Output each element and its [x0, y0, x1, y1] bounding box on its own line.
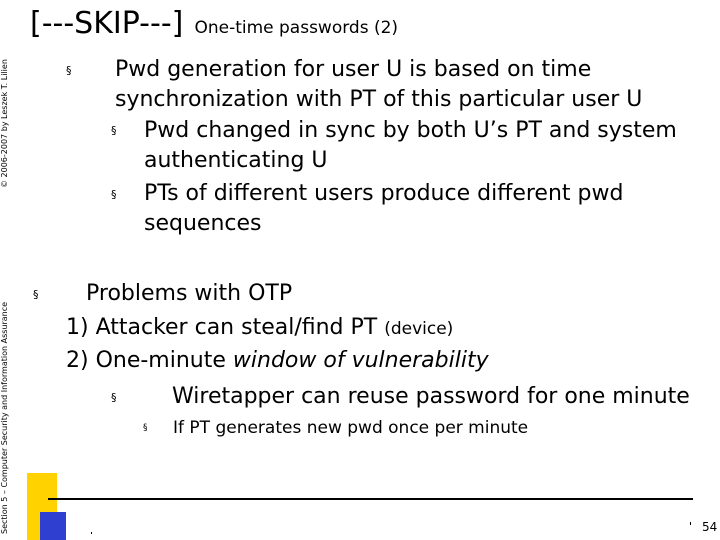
block2-item1-text: 1) Attacker can steal/find PT [66, 315, 378, 340]
block1-sub1-line1: Pwd changed in sync by both U’s PT and system [144, 118, 677, 143]
footer-tick [690, 522, 691, 525]
footer-tick [91, 532, 92, 534]
bullet-glyph: § [111, 124, 117, 137]
title-main: [---SKIP---] [30, 6, 184, 41]
block2-item2-text: 2) One-minute [66, 348, 226, 373]
bullet-glyph: § [111, 188, 117, 201]
block1-line2: synchronization with PT of this particular user U [115, 87, 643, 112]
title-sub: One-time passwords (2) [194, 18, 399, 38]
block2-sub1: Wiretapper can reuse password for one minute [172, 384, 690, 409]
bullet-glyph: § [143, 423, 148, 433]
page-number: 54 [702, 520, 718, 534]
block1-line1: Pwd generation for user U is based on time [115, 57, 592, 82]
block1-sub1-line2: authenticating U [144, 148, 328, 173]
block2-item2-emph: window of vulnerability [232, 348, 489, 373]
block2-item1-note: (device) [384, 319, 454, 339]
block2-sub2: If PT generates new pwd once per minute [173, 418, 529, 438]
corner-blue-block [40, 512, 66, 540]
block2-heading: Problems with OTP [86, 281, 293, 306]
footer-rule [48, 498, 693, 500]
copyright-caption: © 2006-2007 by Leszek T. Lilien [0, 59, 9, 188]
bullet-glyph: § [33, 288, 39, 301]
slide-title [30, 6, 398, 41]
block2-item2 [66, 348, 489, 373]
bullet-glyph: § [111, 391, 117, 404]
block2-item1 [66, 315, 453, 340]
section-caption: Section 5 – Computer Security and Information Assurance [0, 301, 9, 534]
block1-sub2-line1: PTs of different users produce different pwd [144, 181, 624, 206]
bullet-glyph: § [66, 64, 72, 77]
block1-sub2-line2: sequences [144, 211, 262, 236]
